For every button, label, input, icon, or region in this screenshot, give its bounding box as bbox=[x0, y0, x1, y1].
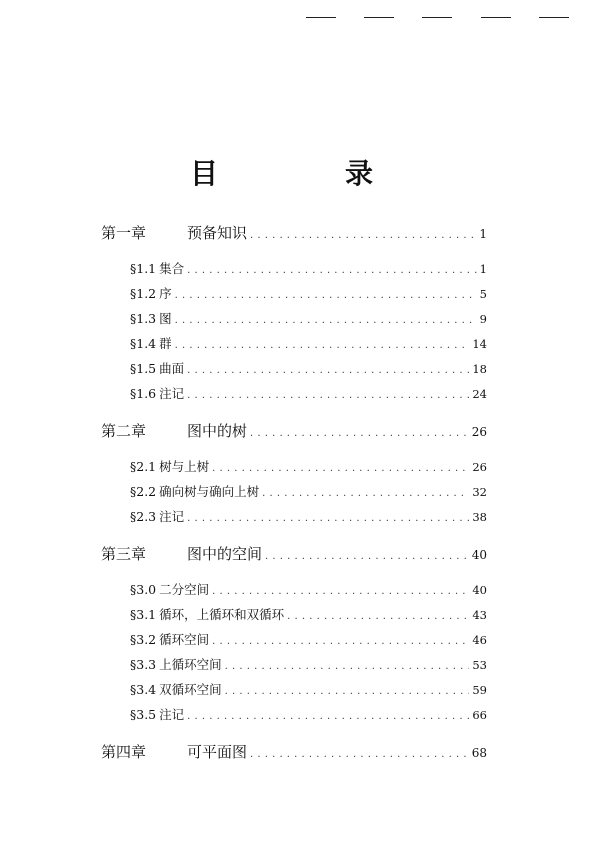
toc-section-entry[interactable] bbox=[130, 284, 487, 302]
toc-entry-number: 第四章 bbox=[101, 743, 147, 761]
toc-page-number: 43 bbox=[472, 608, 487, 622]
dot-leader bbox=[212, 586, 469, 597]
toc-entry-number: §3.2 bbox=[130, 632, 157, 647]
toc-entry-title: 图中的空间 bbox=[187, 545, 263, 563]
toc-entry-title: 集合 bbox=[159, 261, 185, 276]
toc-page-number: 9 bbox=[479, 312, 487, 326]
header-dash bbox=[539, 17, 569, 18]
toc-entry-title: 树与上树 bbox=[159, 459, 210, 474]
toc-section-entry[interactable] bbox=[130, 309, 487, 327]
toc-page-number: 18 bbox=[472, 362, 487, 376]
toc-section-entry[interactable] bbox=[130, 507, 487, 525]
dot-leader bbox=[175, 315, 477, 326]
toc-chapter-entry[interactable] bbox=[101, 222, 487, 243]
toc-chapter-entry[interactable] bbox=[101, 543, 487, 564]
toc-entry-number: §1.3 bbox=[130, 311, 157, 326]
toc-page-number: 38 bbox=[472, 510, 487, 524]
toc-page-number: 59 bbox=[472, 683, 487, 697]
toc-section-entry[interactable] bbox=[130, 655, 487, 673]
toc-entry-number: §1.4 bbox=[130, 336, 157, 351]
toc-entry-number: 第一章 bbox=[101, 224, 147, 242]
toc-entry-number: §1.1 bbox=[130, 261, 157, 276]
toc-entry-number: §1.6 bbox=[130, 386, 157, 401]
toc-entry-number: §3.3 bbox=[130, 657, 157, 672]
toc-entry-number: §3.0 bbox=[130, 582, 157, 597]
page-title-char-1: 目 bbox=[190, 157, 219, 190]
dot-leader bbox=[187, 365, 469, 376]
dot-leader bbox=[262, 488, 469, 499]
toc-entry-number: §1.2 bbox=[130, 286, 157, 301]
dot-leader bbox=[250, 428, 469, 439]
toc-page-number: 26 bbox=[472, 460, 487, 474]
toc-entry-title: 注记 bbox=[159, 707, 185, 722]
page-title-char-2: 录 bbox=[345, 157, 374, 190]
toc-page-number: 40 bbox=[471, 548, 487, 562]
toc-entry-title: 循环空间 bbox=[159, 632, 210, 647]
header-dash bbox=[306, 17, 336, 18]
toc-entry-number: 第二章 bbox=[101, 422, 147, 440]
toc-section-entry[interactable] bbox=[130, 457, 487, 475]
dot-leader bbox=[212, 463, 469, 474]
toc-entry-number: §1.5 bbox=[130, 361, 157, 376]
toc-entry-title: 图 bbox=[159, 311, 172, 326]
toc-entry-number: §2.1 bbox=[130, 459, 157, 474]
toc-entry-title: 循环，上循环和双循环 bbox=[159, 607, 285, 622]
dot-leader bbox=[212, 636, 469, 647]
toc-entry-title: 图中的树 bbox=[187, 422, 248, 440]
toc-chapter-entry[interactable] bbox=[101, 420, 487, 441]
toc-entry-number: §3.1 bbox=[130, 607, 157, 622]
toc-entry-title: 注记 bbox=[159, 509, 185, 524]
dot-leader bbox=[287, 611, 469, 622]
header-dash bbox=[481, 17, 511, 18]
toc-section-entry[interactable] bbox=[130, 680, 487, 698]
toc-section-entry[interactable] bbox=[130, 580, 487, 598]
toc-page-number: 32 bbox=[472, 485, 487, 499]
toc-entry-title: 预备知识 bbox=[187, 224, 248, 242]
toc-entry-number: 第三章 bbox=[101, 545, 147, 563]
dot-leader bbox=[187, 265, 477, 276]
toc-entry-title: 二分空间 bbox=[159, 582, 210, 597]
toc-entry-number: §2.2 bbox=[130, 484, 157, 499]
header-dash bbox=[422, 17, 452, 18]
toc-entry-title: 群 bbox=[159, 336, 172, 351]
toc-page-number: 24 bbox=[472, 387, 487, 401]
dot-leader bbox=[250, 749, 469, 760]
dot-leader bbox=[175, 340, 470, 351]
toc-entry-title: 双循环空间 bbox=[159, 682, 222, 697]
dot-leader bbox=[187, 711, 469, 722]
toc-page-number: 40 bbox=[472, 583, 487, 597]
dot-leader bbox=[225, 661, 470, 672]
toc-section-entry[interactable] bbox=[130, 259, 487, 277]
toc-section-entry[interactable] bbox=[130, 605, 487, 623]
toc-page-number: 5 bbox=[479, 287, 487, 301]
toc-entry-title: 注记 bbox=[159, 386, 185, 401]
dot-leader bbox=[250, 230, 476, 241]
toc-section-entry[interactable] bbox=[130, 705, 487, 723]
toc-section-entry[interactable] bbox=[130, 334, 487, 352]
header-dash bbox=[364, 17, 394, 18]
toc-entry-number: §3.5 bbox=[130, 707, 157, 722]
toc-page-number: 14 bbox=[472, 337, 487, 351]
toc-entry-number: §2.3 bbox=[130, 509, 157, 524]
toc-page-number: 53 bbox=[472, 658, 487, 672]
toc-entry-title: 可平面图 bbox=[187, 743, 248, 761]
toc-entry-title: 上循环空间 bbox=[159, 657, 222, 672]
toc-page-number: 68 bbox=[471, 746, 487, 760]
dot-leader bbox=[187, 390, 469, 401]
dot-leader bbox=[225, 686, 470, 697]
dot-leader bbox=[265, 551, 469, 562]
toc-section-entry[interactable] bbox=[130, 359, 487, 377]
toc-chapter-entry[interactable] bbox=[101, 741, 487, 762]
toc-section-entry[interactable] bbox=[130, 630, 487, 648]
toc-entry-title: 序 bbox=[159, 286, 172, 301]
toc-page-number: 46 bbox=[472, 633, 487, 647]
toc-page-number: 26 bbox=[471, 425, 487, 439]
toc-entry-title: 曲面 bbox=[159, 361, 185, 376]
toc-page-number: 1 bbox=[479, 262, 487, 276]
toc-page-number: 1 bbox=[479, 227, 487, 241]
toc-entry-number: §3.4 bbox=[130, 682, 157, 697]
toc-section-entry[interactable] bbox=[130, 482, 487, 500]
toc-section-entry[interactable] bbox=[130, 384, 487, 402]
dot-leader bbox=[187, 513, 469, 524]
dot-leader bbox=[175, 290, 477, 301]
toc-page-number: 66 bbox=[472, 708, 487, 722]
toc-entry-title: 确向树与确向上树 bbox=[159, 484, 260, 499]
